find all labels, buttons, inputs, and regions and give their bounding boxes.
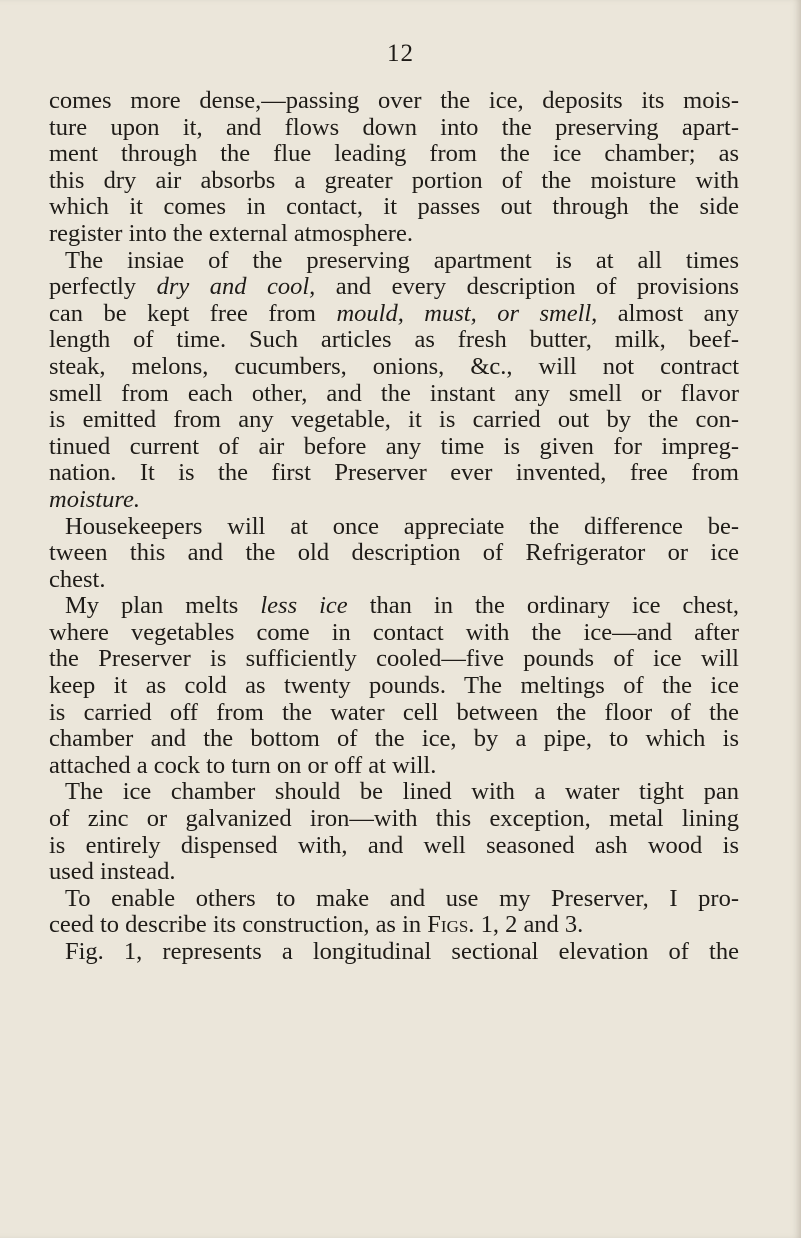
body-text [49, 88, 739, 966]
text-line: register into the external atmosphere. [49, 219, 413, 247]
text-line: chest. [49, 565, 106, 593]
text-run: than in the ordinary ice chest, [347, 592, 739, 620]
text-line: comes more dense,—passing over the ice, deposits its mois- [49, 87, 739, 114]
text-line: the Preserver is sufficiently cooled—five pounds of ice will [49, 645, 739, 673]
text-line [49, 487, 739, 514]
text-run: My plan melts [65, 592, 261, 620]
text-line: ment through the flue leading from the ice chamber; as [49, 140, 739, 168]
text-line [49, 274, 739, 301]
text-line: is carried off from the water cell between the floor of the [49, 698, 739, 726]
text-line: where vegetables come in contact with the ice—and after [49, 618, 739, 646]
text-run: and every description of provisions [315, 273, 739, 301]
text-line: The insiae of the preserving apartment is at all times [65, 246, 739, 274]
text-run: almost any [597, 299, 739, 327]
text-line: this dry air absorbs a greater portion of the moisture with [49, 166, 739, 194]
page-number: 12 [387, 40, 414, 67]
text-run: 1, 2 and 3. [474, 911, 584, 939]
italic-run: less ice [260, 592, 348, 620]
text-line [49, 912, 739, 939]
text-line: chamber and the bottom of the ice, by a pipe, to which is [49, 725, 739, 753]
text-line: To enable others to make and use my Preserver, I pro- [65, 884, 739, 912]
text-line [49, 301, 739, 328]
text-run: perfectly [49, 273, 157, 301]
text-line: tinued current of air before any time is given for impreg- [49, 432, 739, 460]
text-line: attached a cock to turn on or off at will. [49, 751, 437, 779]
text-line: steak, melons, cucumbers, onions, &c., will not contract [49, 352, 739, 380]
text-line: Fig. 1, represents a longitudinal sectional elevation of the [65, 938, 739, 965]
text-run: can be kept free from [49, 299, 337, 327]
text-line: which it comes in contact, it passes out through the side [49, 193, 739, 221]
smallcaps-run: Figs. [427, 911, 475, 939]
text-line: used instead. [49, 858, 176, 886]
text-line: nation. It is the first Preserver ever invented, free from [49, 459, 739, 487]
text-line: ture upon it, and flows down into the preserving apart- [49, 113, 739, 141]
italic-run: dry and cool, [156, 273, 316, 301]
text-line: keep it as cold as twenty pounds. The meltings of the ice [49, 672, 739, 700]
text-line: is entirely dispensed with, and well seasoned ash wood is [49, 831, 739, 859]
text-line: tween this and the old description of Refrigerator or ice [49, 539, 739, 567]
text-line: smell from each other, and the instant any smell or flavor [49, 379, 739, 407]
text-line: The ice chamber should be lined with a water tight pan [65, 778, 739, 806]
text-line: length of time. Such articles as fresh butter, milk, beef- [49, 326, 739, 354]
italic-run: mould, must, or smell, [336, 299, 598, 327]
text-line: of zinc or galvanized iron—with this exception, metal lining [49, 805, 739, 833]
text-line: is emitted from any vegetable, it is carried out by the con- [49, 406, 739, 434]
text-line [49, 593, 739, 620]
text-line: Housekeepers will at once appreciate the difference be- [65, 512, 739, 540]
text-run: ceed to describe its construction, as in [49, 911, 428, 939]
italic-run: moisture. [49, 485, 140, 513]
